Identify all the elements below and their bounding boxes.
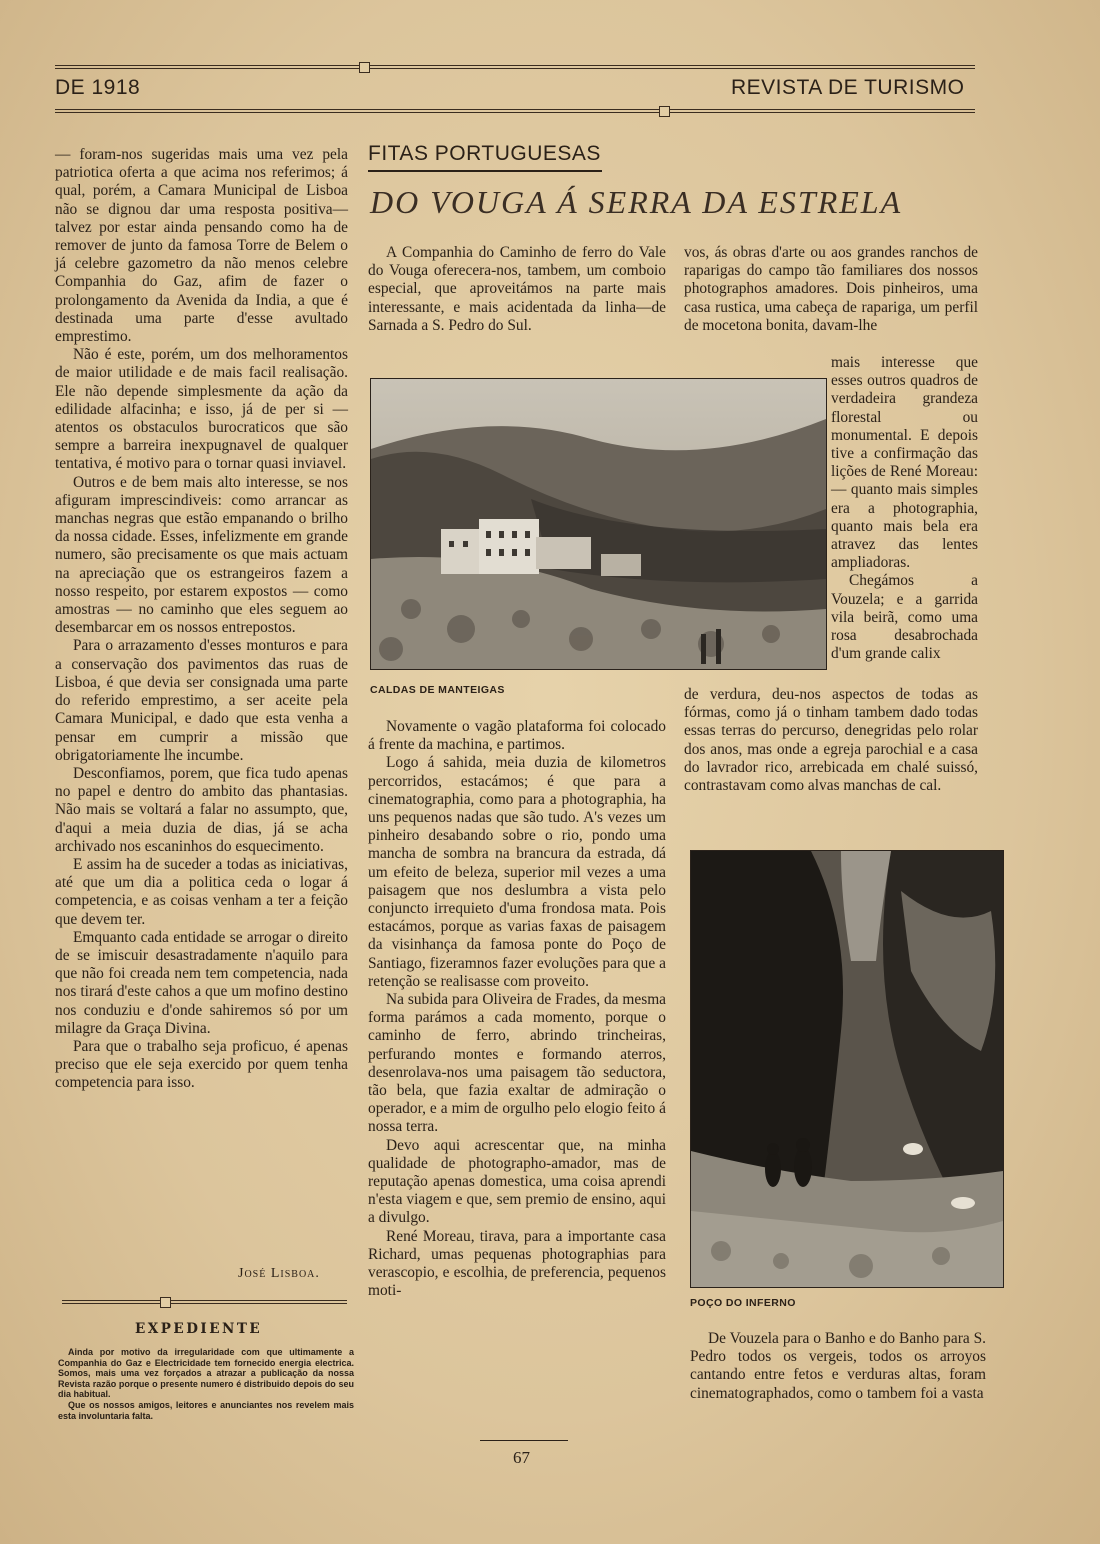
photo-caption-caldas: CALDAS DE MANTEIGAS	[370, 684, 505, 696]
photo-caldas-de-manteigas	[370, 378, 827, 670]
article-title: DO VOUGA Á SERRA DA ESTRELA	[370, 184, 903, 220]
article-paragraph: Devo aqui acrescentar que, na minha qualidade de photographo-amador, mas de reputação apenas domestica, uma coisa aprendi n'esta viagem e que, sem premio de ensino, aqui a divulgo.	[368, 1136, 666, 1227]
article-paragraph: Novamente o vagão plataforma foi colocado á frente da machina, e partimos.	[368, 718, 666, 754]
running-head-right: REVISTA DE TURISMO	[731, 76, 965, 99]
left-paragraph: E assim ha de suceder a todas as iniciativas, até que um dia a politica ceda o logar á competencia, e as coisas venham a ter a feição que devem ter.	[55, 855, 348, 928]
left-paragraph: — foram-nos sugeridas mais uma vez pela patriotica oferta a que acima nos referimos; á qual, porém, a Camara Municipal de Lisboa não se dignou dar uma resposta positiva—talvez por estar ainda pensando como ha de remover de junto da famosa Torre de Belem o já celebre gazometro da não menos celebre Companhia do Gaz, afim de fazer o prolongamento da Avenida da India, a que é destinada uma parte d'esse avultado emprestimo.	[55, 146, 348, 346]
footer-rule	[480, 1440, 568, 1441]
article-paragraph: Logo á sahida, meia duzia de kilometros percorridos, estacámos; é que para a cinematographia, como para a photographia, ha uns pequenos nadas que são tudo. A's vezes um pinheiro desabando sobre o rio, pondo uma mancha de sombra na brancura da estrada, dá um efeito de beleza, superior mil vezes a uma paisagem que nos deslumbra a vista pelo conjuncto irrequieto d'uma frondosa mata. Pois estacámos, porque as varias faxas de paisagem da visinhança da famosa ponte do Poço de Santiago, fizeramnos fazer evoluções para que a retenção se realisasse com proveito.	[368, 754, 666, 990]
article-right-continued	[684, 686, 978, 795]
left-paragraph: Para que o trabalho seja proficuo, é apenas preciso que ele seja exercido por quem tenha competencia para isso.	[55, 1037, 348, 1092]
photo-poco-do-inferno	[690, 850, 1004, 1288]
article-paragraph: mais interesse que esses outros quadros de verdadeira grandeza florestal ou monumental. E depois tive a confirmação das lições de René Moreau:— quanto mais simples era a photographia, quanto mais bela era atravez das lentes ampliadoras.	[831, 354, 978, 572]
left-paragraph: Desconfiamos, porem, que fica tudo apenas no papel e dentro do ambito das phantasias. Não mais se voltará a falar no assumpto, que, d'aqui a meia duzia de dias, já se acha archivado nos escaninhos do esquecimento.	[55, 764, 348, 855]
photo-caption-poco: POÇO DO INFERNO	[690, 1297, 796, 1309]
article-intro	[368, 244, 666, 335]
article-right-beside-photo	[831, 354, 978, 663]
running-head-left: DE 1918	[55, 76, 141, 99]
header-ornament-top	[359, 62, 370, 73]
article-paragraph: De Vouzela para o Banho e do Banho para S. Pedro todos os vergeis, todos os arroyos cantando entre fetos e verduras altas, foram cinematographados, como o tambem foi a vasta	[690, 1330, 986, 1402]
header-rule-bottom	[55, 109, 975, 113]
section-heading: FITAS PORTUGUESAS	[368, 142, 601, 165]
article-paragraph: vos, ás obras d'arte ou aos grandes ranchos de raparigas do campo tão familiares dos nossos photographos amadores. Dois pinheiros, uma casa rustica, uma cabeça de rapariga, um perfil de mocetona bonita, davam-lhe	[684, 244, 978, 334]
expediente-rule-top	[62, 1300, 347, 1304]
expediente-notice	[58, 1347, 354, 1421]
article-right-bottom	[690, 1330, 986, 1403]
article-paragraph: Chegámos a Vouzela; e a garrida vila beirã, como uma rosa desabrochada d'um grande calix	[831, 572, 978, 663]
left-paragraph: Para o arrazamento d'esses monturos e para a conservação dos pavimentos das ruas de Lisboa, é que devia ser consignada uma parte do referido emprestimo, a ser aceite pela Camara Municipal, e dado que esta venha a pensar em cumprir a missão que obrigatoriamente lhe incumbe.	[55, 637, 348, 764]
gorge-photo-icon	[691, 851, 1003, 1287]
left-paragraph: Não é este, porém, um dos melhoramentos de maior utilidade e de mais facil realisação. Ele não depende simplesmente da ação da edilidade alfacinha; e isso, já de per si — atentos os obstaculos burocraticos que são sempre a barreira inexpugnavel de qualquer tentativa, é motivo para o tornar quasi inviavel.	[55, 346, 348, 473]
article-paragraph: de verdura, deu-nos aspectos de todas as fórmas, como já o tinham tambem dado todas essas terras do percurso, denegridas pelo rolar dos anos, mas onde a egreja parochial e a casa do lavrador rico, arrebicada em chalé suissó, contrastavam como alvas manchas de cal.	[684, 686, 978, 795]
article-paragraph: René Moreau, tirava, para a importante casa Richard, umas pequenas photographias para verascopio, e escolhia, de preferencia, pequenos moti-	[368, 1227, 666, 1300]
left-paragraph: Emquanto cada entidade se arrogar o direito de se imiscuir desastradamente n'aquilo para que não foi creada nem tem competencia, nada nos tirará d'este cahos a que um mofino destino nos conduziu e d'onde sahiremos só por um milagre da Graça Divina.	[55, 928, 348, 1037]
header-rule-top	[55, 65, 975, 69]
left-column	[55, 146, 348, 1093]
expediente-paragraph: Ainda por motivo da irregularidade com que ultimamente a Companhia do Gaz e Electricidade tem fornecido energia electrica. Somos, mais uma vez forçados a atrazar a publicação da nossa Revista razão porque o presente numero é distribuido depois do seu dia habitual.	[58, 1347, 354, 1400]
article-paragraph: A Companhia do Caminho de ferro do Vale do Vouga oferecera-nos, tambem, um comboio especial, que aproveitámos na parte mais interessante, e mais acidentada da linha—de Sarnada a S. Pedro do Sul.	[368, 244, 666, 334]
left-paragraph: Outros e de bem mais alto interesse, se nos afiguram imprescindiveis: como arrancar as manchas negras que estão empanando o brilho da nossa cidade. Esses, infelizmente em grande numero, são precisamente os que mais actuam na apreciação que os estrangeiros fazem a nosso respeito, por estarem expostos — como amostras — no caminho que eles seguem ao desembarcar em os nossos entrepostos.	[55, 473, 348, 637]
section-underline	[368, 170, 602, 172]
expediente-paragraph: Que os nossos amigos, leitores e anunciantes nos revelem mais esta involuntaria falta.	[58, 1399, 354, 1421]
landscape-photo-icon	[371, 379, 826, 669]
page-number: 67	[513, 1448, 530, 1467]
article-paragraph: Na subida para Oliveira de Frades, da mesma forma parámos a cada momento, porque o caminho de ferro, abrindo trincheiras, perfurando montes e formando aterros, desenrolava-nos uma paisagem tão seductora, tão bela, que fazia exaltar de admiração o operador, e a mim de orgulho pelo elogio feito á nossa terra.	[368, 991, 666, 1136]
article-middle-column	[368, 718, 666, 1301]
header-ornament-bottom	[659, 106, 670, 117]
expediente-ornament	[160, 1297, 171, 1308]
author-signature: José Lisboa.	[238, 1266, 320, 1281]
expediente-title: EXPEDIENTE	[135, 1321, 263, 1337]
article-right-top	[684, 244, 978, 335]
